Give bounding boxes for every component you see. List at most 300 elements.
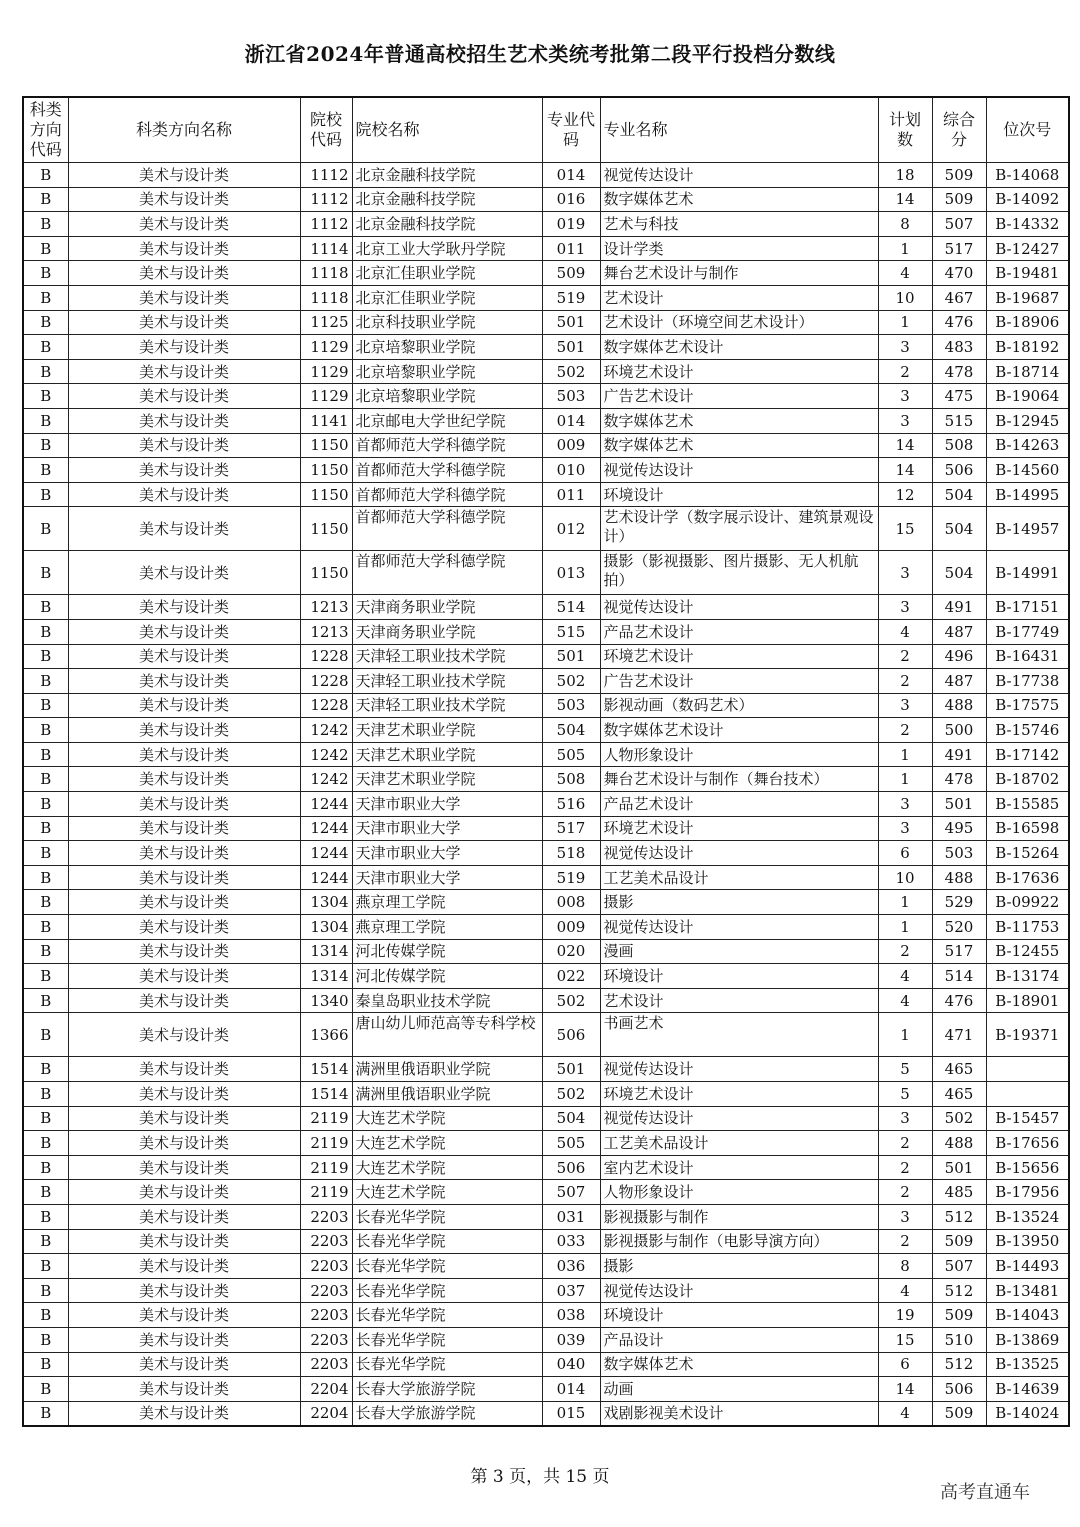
cell-dir-name: 美术与设计类 (68, 669, 300, 694)
header-plan: 计划数 (878, 97, 932, 163)
cell-school-name: 北京金融科技学院 (352, 212, 542, 237)
cell-dir-name: 美术与设计类 (68, 619, 300, 644)
cell-major-code: 014 (542, 1377, 600, 1402)
cell-dir-name: 美术与设计类 (68, 742, 300, 767)
cell-rank: B-14332 (986, 212, 1069, 237)
cell-score: 501 (932, 792, 986, 817)
cell-major-name: 舞台艺术设计与制作 (600, 261, 878, 286)
cell-major-code: 009 (542, 915, 600, 940)
header-school-name: 院校名称 (352, 97, 542, 163)
cell-school-code: 1366 (300, 1013, 352, 1057)
cell-rank: B-13525 (986, 1352, 1069, 1377)
cell-rank: B-17575 (986, 693, 1069, 718)
cell-score: 467 (932, 285, 986, 310)
cell-major-code: 008 (542, 890, 600, 915)
cell-plan: 1 (878, 236, 932, 261)
cell-dir-code: B (23, 482, 68, 507)
table-row (23, 939, 1069, 964)
cell-school-code: 1112 (300, 212, 352, 237)
cell-dir-name: 美术与设计类 (68, 384, 300, 409)
cell-major-code: 009 (542, 433, 600, 458)
cell-plan: 3 (878, 595, 932, 620)
cell-school-name: 北京培黎职业学院 (352, 359, 542, 384)
table-row (23, 261, 1069, 286)
cell-major-code: 033 (542, 1229, 600, 1254)
cell-score: 500 (932, 718, 986, 743)
cell-dir-code: B (23, 1155, 68, 1180)
cell-score: 507 (932, 1254, 986, 1279)
cell-major-code: 015 (542, 1401, 600, 1426)
cell-school-name: 天津商务职业学院 (352, 619, 542, 644)
cell-dir-name: 美术与设计类 (68, 767, 300, 792)
cell-rank: B-15457 (986, 1106, 1069, 1131)
cell-dir-name: 美术与设计类 (68, 507, 300, 551)
cell-major-code: 505 (542, 1131, 600, 1156)
cell-school-name: 满洲里俄语职业学院 (352, 1057, 542, 1082)
cell-major-code: 011 (542, 482, 600, 507)
cell-dir-name: 美术与设计类 (68, 1082, 300, 1107)
cell-dir-name: 美术与设计类 (68, 718, 300, 743)
cell-rank: B-14024 (986, 1401, 1069, 1426)
cell-plan: 14 (878, 1377, 932, 1402)
table-row (23, 212, 1069, 237)
cell-major-name: 艺术设计学（数字展示设计、建筑景观设计） (600, 507, 878, 551)
cell-rank: B-19371 (986, 1013, 1069, 1057)
cell-school-code: 1244 (300, 841, 352, 866)
table-row (23, 507, 1069, 551)
cell-dir-code: B (23, 619, 68, 644)
cell-rank: B-17749 (986, 619, 1069, 644)
table-row (23, 1131, 1069, 1156)
cell-school-code: 2204 (300, 1401, 352, 1426)
cell-school-code: 1213 (300, 595, 352, 620)
cell-dir-name: 美术与设计类 (68, 458, 300, 483)
cell-dir-name: 美术与设计类 (68, 915, 300, 940)
cell-rank: B-14639 (986, 1377, 1069, 1402)
cell-rank: B-14263 (986, 433, 1069, 458)
cell-rank: B-13524 (986, 1204, 1069, 1229)
cell-dir-code: B (23, 1106, 68, 1131)
cell-school-code: 1114 (300, 236, 352, 261)
cell-school-code: 1244 (300, 816, 352, 841)
cell-dir-name: 美术与设计类 (68, 865, 300, 890)
cell-major-code: 036 (542, 1254, 600, 1279)
cell-school-code: 1514 (300, 1057, 352, 1082)
cell-school-code: 1129 (300, 384, 352, 409)
cell-plan: 4 (878, 988, 932, 1013)
cell-school-code: 1242 (300, 718, 352, 743)
cell-rank: B-18714 (986, 359, 1069, 384)
cell-major-code: 014 (542, 163, 600, 188)
cell-dir-code: B (23, 408, 68, 433)
cell-school-code: 2203 (300, 1204, 352, 1229)
header-major-name: 专业名称 (600, 97, 878, 163)
cell-school-name: 秦皇岛职业技术学院 (352, 988, 542, 1013)
cell-dir-name: 美术与设计类 (68, 1155, 300, 1180)
header-row (23, 97, 1069, 163)
cell-dir-code: B (23, 890, 68, 915)
cell-rank: B-19687 (986, 285, 1069, 310)
cell-school-name: 首都师范大学科德学院 (352, 551, 542, 595)
cell-major-code: 507 (542, 1180, 600, 1205)
cell-plan: 3 (878, 335, 932, 360)
cell-dir-code: B (23, 1303, 68, 1328)
cell-school-code: 1118 (300, 261, 352, 286)
cell-major-code: 502 (542, 988, 600, 1013)
cell-major-name: 摄影 (600, 1254, 878, 1279)
cell-dir-name: 美术与设计类 (68, 359, 300, 384)
table-row (23, 890, 1069, 915)
cell-dir-code: B (23, 865, 68, 890)
cell-dir-code: B (23, 359, 68, 384)
cell-school-code: 1150 (300, 433, 352, 458)
cell-rank: B-13869 (986, 1327, 1069, 1352)
cell-plan: 15 (878, 507, 932, 551)
cell-rank: B-15656 (986, 1155, 1069, 1180)
cell-major-code: 501 (542, 310, 600, 335)
cell-score: 509 (932, 1229, 986, 1254)
cell-score: 507 (932, 212, 986, 237)
cell-school-name: 北京培黎职业学院 (352, 384, 542, 409)
header-score: 综合分 (932, 97, 986, 163)
cell-school-name: 河北传媒学院 (352, 939, 542, 964)
table-row (23, 359, 1069, 384)
cell-major-code: 011 (542, 236, 600, 261)
table-row (23, 1278, 1069, 1303)
cell-dir-name: 美术与设计类 (68, 335, 300, 360)
cell-school-name: 河北传媒学院 (352, 964, 542, 989)
page-footer: 第 3 页，共 15 页 (470, 1467, 610, 1487)
cell-school-name: 长春光华学院 (352, 1352, 542, 1377)
cell-dir-code: B (23, 1204, 68, 1229)
cell-score: 491 (932, 742, 986, 767)
cell-school-code: 2119 (300, 1106, 352, 1131)
cell-dir-name: 美术与设计类 (68, 890, 300, 915)
cell-dir-name: 美术与设计类 (68, 964, 300, 989)
cell-plan: 10 (878, 865, 932, 890)
cell-school-name: 天津艺术职业学院 (352, 742, 542, 767)
cell-major-name: 摄影（影视摄影、图片摄影、无人机航拍） (600, 551, 878, 595)
cell-school-code: 1242 (300, 767, 352, 792)
table-row (23, 551, 1069, 595)
cell-score: 475 (932, 384, 986, 409)
cell-school-code: 1112 (300, 187, 352, 212)
cell-school-name: 北京邮电大学世纪学院 (352, 408, 542, 433)
cell-major-code: 518 (542, 841, 600, 866)
cell-score: 512 (932, 1204, 986, 1229)
cell-score: 487 (932, 669, 986, 694)
cell-major-name: 视觉传达设计 (600, 841, 878, 866)
table-row (23, 458, 1069, 483)
table-row (23, 1106, 1069, 1131)
cell-dir-name: 美术与设计类 (68, 693, 300, 718)
table-row (23, 236, 1069, 261)
cell-dir-code: B (23, 261, 68, 286)
cell-plan: 6 (878, 1352, 932, 1377)
cell-school-code: 1304 (300, 915, 352, 940)
cell-major-name: 漫画 (600, 939, 878, 964)
cell-school-code: 1314 (300, 964, 352, 989)
cell-dir-code: B (23, 310, 68, 335)
cell-major-name: 环境设计 (600, 1303, 878, 1328)
cell-score: 512 (932, 1352, 986, 1377)
cell-school-name: 北京工业大学耿丹学院 (352, 236, 542, 261)
cell-major-name: 环境艺术设计 (600, 816, 878, 841)
cell-school-name: 长春光华学院 (352, 1229, 542, 1254)
cell-plan: 4 (878, 619, 932, 644)
page-title: 浙江省2024年普通高校招生艺术类统考批第二段平行投档分数线 (244, 42, 836, 66)
cell-score: 517 (932, 236, 986, 261)
table-row (23, 1013, 1069, 1057)
cell-dir-name: 美术与设计类 (68, 163, 300, 188)
cell-plan: 2 (878, 359, 932, 384)
cell-school-name: 天津商务职业学院 (352, 595, 542, 620)
cell-school-code: 1228 (300, 693, 352, 718)
cell-major-code: 012 (542, 507, 600, 551)
cell-dir-name: 美术与设计类 (68, 187, 300, 212)
cell-rank: B-14068 (986, 163, 1069, 188)
cell-dir-name: 美术与设计类 (68, 644, 300, 669)
cell-plan: 2 (878, 1155, 932, 1180)
cell-major-code: 502 (542, 359, 600, 384)
cell-plan: 3 (878, 384, 932, 409)
cell-rank: B-09922 (986, 890, 1069, 915)
cell-plan: 14 (878, 458, 932, 483)
cell-plan: 19 (878, 1303, 932, 1328)
cell-rank: B-16598 (986, 816, 1069, 841)
cell-school-code: 1129 (300, 359, 352, 384)
cell-major-name: 工艺美术品设计 (600, 1131, 878, 1156)
cell-dir-code: B (23, 915, 68, 940)
cell-dir-code: B (23, 964, 68, 989)
table-row (23, 964, 1069, 989)
cell-dir-code: B (23, 792, 68, 817)
table-row (23, 1204, 1069, 1229)
cell-dir-code: B (23, 988, 68, 1013)
cell-rank: B-12945 (986, 408, 1069, 433)
cell-dir-code: B (23, 212, 68, 237)
cell-major-name: 数字媒体艺术设计 (600, 718, 878, 743)
cell-major-name: 数字媒体艺术 (600, 1352, 878, 1377)
table-row (23, 1377, 1069, 1402)
cell-rank: B-17738 (986, 669, 1069, 694)
cell-plan: 3 (878, 1106, 932, 1131)
cell-score: 512 (932, 1278, 986, 1303)
cell-dir-name: 美术与设计类 (68, 408, 300, 433)
cell-major-code: 503 (542, 693, 600, 718)
table-row (23, 718, 1069, 743)
cell-school-name: 北京科技职业学院 (352, 310, 542, 335)
cell-major-name: 艺术设计 (600, 988, 878, 1013)
cell-score: 496 (932, 644, 986, 669)
cell-dir-name: 美术与设计类 (68, 1180, 300, 1205)
cell-plan: 15 (878, 1327, 932, 1352)
table-row (23, 595, 1069, 620)
cell-school-code: 1304 (300, 890, 352, 915)
cell-major-name: 数字媒体艺术设计 (600, 335, 878, 360)
cell-school-name: 首都师范大学科德学院 (352, 482, 542, 507)
cell-major-code: 031 (542, 1204, 600, 1229)
cell-plan: 6 (878, 841, 932, 866)
cell-school-name: 天津轻工职业技术学院 (352, 669, 542, 694)
cell-score: 504 (932, 507, 986, 551)
cell-school-name: 北京金融科技学院 (352, 163, 542, 188)
cell-dir-code: B (23, 669, 68, 694)
score-table (22, 96, 1070, 1427)
cell-plan: 3 (878, 693, 932, 718)
cell-major-name: 艺术设计（环境空间艺术设计） (600, 310, 878, 335)
cell-major-code: 501 (542, 644, 600, 669)
cell-major-code: 504 (542, 718, 600, 743)
cell-dir-code: B (23, 1327, 68, 1352)
cell-score: 471 (932, 1013, 986, 1057)
cell-major-code: 010 (542, 458, 600, 483)
cell-dir-code: B (23, 551, 68, 595)
cell-score: 487 (932, 619, 986, 644)
cell-major-code: 519 (542, 285, 600, 310)
header-dir-code: 科类方向代码 (23, 97, 68, 163)
cell-school-code: 2203 (300, 1278, 352, 1303)
table-row (23, 865, 1069, 890)
table-row (23, 1057, 1069, 1082)
cell-plan: 1 (878, 310, 932, 335)
cell-school-name: 大连艺术学院 (352, 1106, 542, 1131)
cell-score: 509 (932, 163, 986, 188)
cell-school-code: 2203 (300, 1352, 352, 1377)
cell-major-code: 502 (542, 669, 600, 694)
cell-school-name: 燕京理工学院 (352, 915, 542, 940)
cell-dir-name: 美术与设计类 (68, 285, 300, 310)
cell-score: 478 (932, 767, 986, 792)
cell-dir-name: 美术与设计类 (68, 1057, 300, 1082)
cell-school-name: 大连艺术学院 (352, 1155, 542, 1180)
cell-school-name: 天津市职业大学 (352, 841, 542, 866)
cell-score: 488 (932, 693, 986, 718)
cell-score: 514 (932, 964, 986, 989)
cell-school-name: 长春光华学院 (352, 1327, 542, 1352)
table-row (23, 841, 1069, 866)
cell-plan: 8 (878, 1254, 932, 1279)
cell-plan: 2 (878, 669, 932, 694)
cell-school-name: 长春光华学院 (352, 1254, 542, 1279)
cell-dir-name: 美术与设计类 (68, 1352, 300, 1377)
header-school-code: 院校代码 (300, 97, 352, 163)
cell-major-name: 动画 (600, 1377, 878, 1402)
cell-school-code: 1129 (300, 335, 352, 360)
cell-dir-code: B (23, 644, 68, 669)
cell-score: 501 (932, 1155, 986, 1180)
cell-dir-code: B (23, 1278, 68, 1303)
cell-major-code: 013 (542, 551, 600, 595)
cell-major-code: 501 (542, 335, 600, 360)
cell-plan: 18 (878, 163, 932, 188)
cell-school-code: 2119 (300, 1180, 352, 1205)
cell-score: 465 (932, 1057, 986, 1082)
table-row (23, 742, 1069, 767)
cell-plan: 2 (878, 1180, 932, 1205)
cell-major-name: 设计学类 (600, 236, 878, 261)
cell-score: 506 (932, 1377, 986, 1402)
cell-major-name: 环境艺术设计 (600, 1082, 878, 1107)
cell-school-name: 首都师范大学科德学院 (352, 507, 542, 551)
cell-dir-code: B (23, 507, 68, 551)
cell-rank: B-14957 (986, 507, 1069, 551)
cell-rank: B-18192 (986, 335, 1069, 360)
cell-plan: 1 (878, 915, 932, 940)
cell-dir-name: 美术与设计类 (68, 551, 300, 595)
cell-rank: B-14043 (986, 1303, 1069, 1328)
cell-major-name: 人物形象设计 (600, 1180, 878, 1205)
cell-dir-code: B (23, 458, 68, 483)
cell-dir-name: 美术与设计类 (68, 1229, 300, 1254)
cell-plan: 5 (878, 1082, 932, 1107)
cell-school-name: 大连艺术学院 (352, 1131, 542, 1156)
cell-score: 515 (932, 408, 986, 433)
table-row (23, 1401, 1069, 1426)
cell-dir-name: 美术与设计类 (68, 841, 300, 866)
cell-rank: B-15585 (986, 792, 1069, 817)
cell-plan: 1 (878, 1013, 932, 1057)
cell-plan: 4 (878, 1278, 932, 1303)
table-row (23, 187, 1069, 212)
cell-plan: 3 (878, 551, 932, 595)
cell-plan: 1 (878, 767, 932, 792)
cell-dir-code: B (23, 335, 68, 360)
cell-school-name: 燕京理工学院 (352, 890, 542, 915)
cell-rank: B-17956 (986, 1180, 1069, 1205)
cell-dir-name: 美术与设计类 (68, 1327, 300, 1352)
cell-dir-code: B (23, 841, 68, 866)
cell-school-code: 1150 (300, 551, 352, 595)
cell-school-name: 天津市职业大学 (352, 792, 542, 817)
cell-dir-name: 美术与设计类 (68, 1401, 300, 1426)
cell-plan: 4 (878, 1401, 932, 1426)
cell-plan: 10 (878, 285, 932, 310)
cell-score: 491 (932, 595, 986, 620)
cell-rank: B-18702 (986, 767, 1069, 792)
cell-dir-code: B (23, 1352, 68, 1377)
cell-school-code: 1141 (300, 408, 352, 433)
cell-plan: 3 (878, 792, 932, 817)
cell-plan: 5 (878, 1057, 932, 1082)
table-row (23, 433, 1069, 458)
table-row (23, 1229, 1069, 1254)
cell-dir-name: 美术与设计类 (68, 310, 300, 335)
cell-dir-code: B (23, 1131, 68, 1156)
cell-dir-name: 美术与设计类 (68, 1254, 300, 1279)
cell-major-name: 广告艺术设计 (600, 384, 878, 409)
cell-dir-code: B (23, 742, 68, 767)
table-row (23, 1254, 1069, 1279)
cell-rank: B-15264 (986, 841, 1069, 866)
cell-major-name: 数字媒体艺术 (600, 433, 878, 458)
header-major-code: 专业代码 (542, 97, 600, 163)
cell-major-name: 摄影 (600, 890, 878, 915)
cell-major-code: 504 (542, 1106, 600, 1131)
cell-dir-code: B (23, 1377, 68, 1402)
cell-rank: B-14560 (986, 458, 1069, 483)
cell-plan: 4 (878, 964, 932, 989)
cell-school-name: 唐山幼儿师范高等专科学校 (352, 1013, 542, 1057)
cell-major-name: 戏剧影视美术设计 (600, 1401, 878, 1426)
cell-major-name: 书画艺术 (600, 1013, 878, 1057)
cell-score: 476 (932, 310, 986, 335)
cell-plan: 3 (878, 408, 932, 433)
cell-rank: B-12455 (986, 939, 1069, 964)
cell-dir-name: 美术与设计类 (68, 816, 300, 841)
cell-school-name: 长春大学旅游学院 (352, 1377, 542, 1402)
cell-plan: 2 (878, 1229, 932, 1254)
